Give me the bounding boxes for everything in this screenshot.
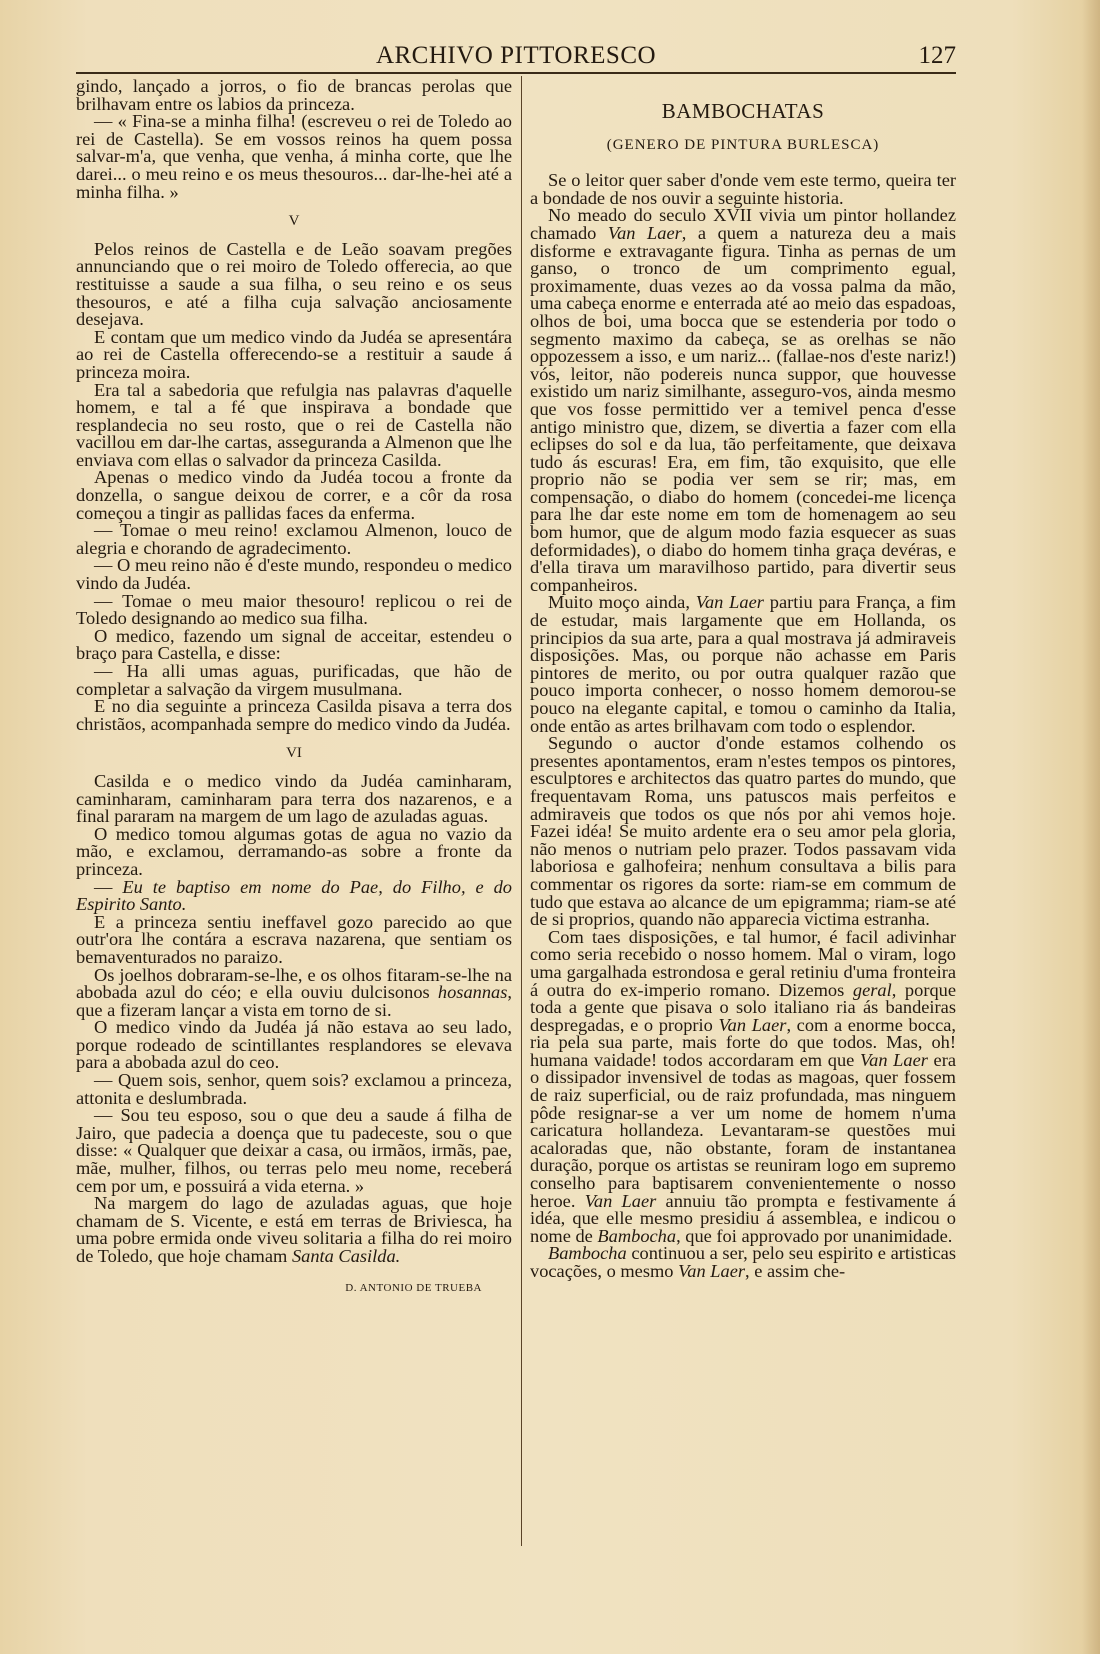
article-subtitle: (GENERO DE PINTURA BURLESCA)	[606, 136, 880, 153]
text-run: continuou a ser, pelo seu espirito e artisticas vocações, o mesmo	[530, 1243, 956, 1281]
italic-word: geral	[852, 979, 892, 1000]
paragraph: — O meu reino não é d'este mundo, respondeu o medico vindo da Judéa.	[76, 555, 512, 594]
page-number: 127	[918, 42, 956, 69]
paragraph: E contam que um medico vindo da Judéa se apresentára ao rei de Castella offerecendo-se a restituir a saude á princeza moira.	[76, 326, 512, 382]
text-run: Com taes disposições, e tal humor, é facil adivinhar como seria recebido o nosso homem. Mal o viram, logo uma gargalhada estrondosa e geral retiniu d'uma fronteira á outra do ex-imperio romano. Dizemos	[530, 926, 956, 1000]
saint-name: Santa Casilda.	[291, 1246, 401, 1266]
text-run: No meado do seculo XVII vivia um pintor hollandez chamado	[530, 205, 956, 243]
nickname: Bambocha	[597, 1225, 677, 1246]
text-run: , que foi approvado por unanimidade.	[676, 1225, 953, 1246]
paragraph: Segundo o auctor d'onde estamos colhendo os presentes apontamentos, eram n'estes tempos os pintores, esculptores e architectos das quatro partes do mundo, que frequentavam Roma, uns patuscos mais perfeitos e admiraveis que todos os que nós por ahi vemos hoje. Fazei idéa! Se muito ardente era o seu amor pela gloria, não menos o nutriam pelo prazer. Todos passavam vida laboriosa e galhofeira; nenhum consultava a bilis para commentar os rigores da sorte: riam-se em commum de tudo que estava ao alcance de um epigramma; riam-se até de si proprios, quando não apparecia victima estranha.	[530, 733, 956, 930]
text-run: , e assim che-	[745, 1261, 846, 1281]
paragraph: — Tomae o meu reino! exclamou Almenon, louco de alegria e chorando de agradecimento.	[76, 520, 512, 558]
painter-name: Van Laer	[859, 1049, 928, 1070]
right-column	[530, 78, 956, 1281]
paragraph: Era tal a sabedoria que refulgia nas palavras d'aquelle homem, e tal a fé que inspirava a bondade que resplandecia no seu rosto, que o rei de Castella não vacillou em dar-lhe cartas, asseguranda a Almenon que lhe enviava com ellas o salvador da princeza Casilda.	[76, 379, 512, 470]
header-rule	[76, 72, 956, 74]
page-edge-shadow	[1082, 0, 1100, 1654]
paragraph: O medico, fazendo um signal de acceitar, estendeu o braço para Castella, e disse:	[76, 625, 512, 664]
paragraph: Se o leitor quer saber d'onde vem este termo, queira ter a bondade de nos ouvir a seguinte historia.	[530, 170, 956, 208]
author-signature: D. ANTONIO DE TRUEBA	[345, 1281, 482, 1294]
paragraph	[530, 926, 957, 1246]
text-run: era o dissipador invensivel de todas as magoas, quer fossem de raiz superficial, ou de raiz profundada, mas ninguem pôde resignar-se a ver um nome de homem n'uma caricatura hollandeza. Levantaram-se questões mui acaloradas que, não obstante, foram de instantanea duração, porque os artistas se reuniram logo em supremo conselho para baptisarem convenientemente o nosso heroe.	[530, 1049, 956, 1211]
painter-name: Van Laer	[607, 222, 682, 243]
paragraph	[530, 207, 956, 594]
painter-name: Van Laer	[678, 1261, 746, 1281]
paragraph: — Tomae o meu maior thesouro! replicou o rei de Toledo designando ao medico sua filha.	[76, 590, 512, 629]
baptism-words: Eu te baptiso em nome do Pae, do Filho, e do Espirito Santo.	[76, 876, 513, 915]
paragraph: — Quem sois, senhor, quem sois? exclamou a princeza, attonita e deslumbrada.	[76, 1070, 512, 1108]
article-title: BAMBOCHATAS	[661, 99, 825, 123]
painter-name: Van Laer	[695, 592, 764, 613]
paragraph: E no dia seguinte a princeza Casilda pisava a terra dos christãos, acompanhada sempre do medico vindo da Judéa.	[76, 696, 512, 734]
paragraph: gindo, lançado a jorros, o fio de brancas perolas que brilhavam entre os labios da princeza.	[76, 76, 512, 114]
painter-name: Van Laer	[718, 1014, 787, 1035]
text-run: annuiu tão prompta e festivamente á idéa, que elle mesmo presidiu á assemblea, e indicou o nome de	[530, 1190, 956, 1246]
paragraph	[76, 876, 513, 915]
left-column	[76, 78, 512, 1297]
text-run: Muito moço ainda,	[548, 592, 696, 613]
paragraph: Pelos reinos de Castella e de Leão soavam pregões annunciando que o rei moiro de Toledo offerecia, ao que restituisse a saude a sua filha, o seu reino e os seus thesouros, e até a filha cuja salvação anciosamente desejava.	[76, 238, 512, 330]
paragraph: — Sou teu esposo, sou o que deu a saude á filha de Jairo, que padecia a doença que tu padeceste, sou o que disse: « Qualquer que deixar a casa, ou irmãos, irmãs, pae, mãe, mulher, filhos, ou terras pelo meu nome, receberá cem por um, e possuirá a vida eterna. »	[76, 1105, 512, 1196]
paragraph	[530, 1245, 956, 1280]
text-run: , com a enorme bocca, ria pela sua parte, mais forte do que todos. Mas, oh! humana vaidade! todos accordaram em que	[530, 1014, 957, 1070]
paragraph: — Ha alli umas aguas, purificadas, que hão de completar a salvação da virgem musulmana.	[76, 661, 512, 699]
page-header	[76, 38, 956, 70]
paragraph: Apenas o medico vindo da Judéa tocou a fronte da donzella, o sangue deixou de correr, e a côr da rosa começou a tingir as pallidas faces da enferma.	[76, 467, 512, 523]
dash: —	[94, 876, 123, 897]
paragraph: O medico vindo da Judéa já não estava ao seu lado, porque rodeado de scintillantes resplandores se elevava para a abobada azul do ceo.	[76, 1017, 512, 1073]
text-run: Na margem do lago de azuladas aguas, que hoje chamam de S. Vicente, e está em terras de Briviesca, ha uma pobre ermida onde viveu solitaria a filha do rei moiro de Toledo, que hoje chamam	[76, 1193, 512, 1266]
section-number-v: V	[288, 213, 300, 230]
nickname: Bambocha	[548, 1243, 627, 1264]
section-number-vi: VI	[286, 745, 302, 762]
column-divider	[521, 76, 522, 1546]
paragraph: E a princeza sentiu ineffavel gozo parecido ao que outr'ora lhe contára a escrava nazarena, que sentiam os bemaventurados no paraizo.	[76, 911, 512, 967]
text-run: partiu para França, a fim de estudar, mais largamente que em Hollanda, os principios da sua arte, para a qual mostrava já admiraveis disposições. Mas, ou porque não achasse em Paris pintores de merito, ou por outra qualquer razão que pouco importa conhecer, o nosso homem demorou-se pouco na elegante capital, e tomou o caminho da Italia, onde então as artes brilhavam com todo o esplendor.	[530, 592, 956, 736]
paragraph	[530, 594, 956, 735]
text-run: , que a fizeram lançar a vista em torno de si.	[76, 982, 512, 1020]
text-run: Os joelhos dobraram-se-lhe, e os olhos fitaram-se-lhe na abobada azul do céo; e ella ouviu dulcisonos	[76, 964, 512, 1003]
paragraph	[76, 964, 512, 1020]
publication-title: ARCHIVO PITTORESCO	[375, 42, 657, 69]
painter-name: Van Laer	[584, 1190, 657, 1211]
text-run: , porque toda a gente que pisava o solo italiano ria ás bandeiras despregadas, e o proprio	[530, 979, 957, 1035]
paragraph: — « Fina-se a minha filha! (escreveu o rei de Toledo ao rei de Castella). Se em vossos reinos ha quem possa salvar-m'a, que venha, que venha, á minha corte, que lhe darei... o meu reino e os meus thesouros... dar-lhe-hei até a minha filha. »	[76, 111, 512, 202]
italic-word: hosannas	[437, 982, 508, 1003]
paragraph: Casilda e o medico vindo da Judéa caminharam, caminharam, caminharam para terra dos nazarenos, e a final pararam na margem de um lago de azuladas aguas.	[76, 770, 512, 827]
paragraph	[76, 1195, 512, 1265]
text-run: , a quem a natureza deu a mais disforme e extravagante figura. Tinha as pernas de um ganso, o tronco de um comprimento egual, proximamente, duas vezes ao da vossa palma da mão, uma cabeça enorme e enterrada até ao meio das espadoas, olhos de boi, uma bocca que se estenderia por todo o segmento maximo da cabeça, se as orelhas se não oppozessem a isso, e um nariz... (fallae-nos d'este nariz!) vós, leitor, não podereis nunca suppor, que houvesse existido um nariz similhante, asseguro-vos, ainda mesmo que vos fosse permittido ver a temivel penca d'esse antigo ministro que, dizem, se divertia a fazer com ella eclipses do sol e da lua, tão perfeitamente, que deixava tudo ás escuras! Era, em fim, tão exquisito, que elle proprio não se podia ver sem se rir; mas, em compensação, o diabo do homem (concedei-me licença para lhe dar este nome em tom de homenagem ao seu bom humor, que de algum modo fazia esquecer as suas deformidades), o diabo do homem tinha graça devéras, e d'ella tirava um maravilhoso partido, para divertir seus companheiros.	[530, 222, 956, 595]
paragraph: O medico tomou algumas gotas de agua no vazio da mão, e exclamou, derramando-as sobre a fronte da princeza.	[76, 823, 512, 879]
